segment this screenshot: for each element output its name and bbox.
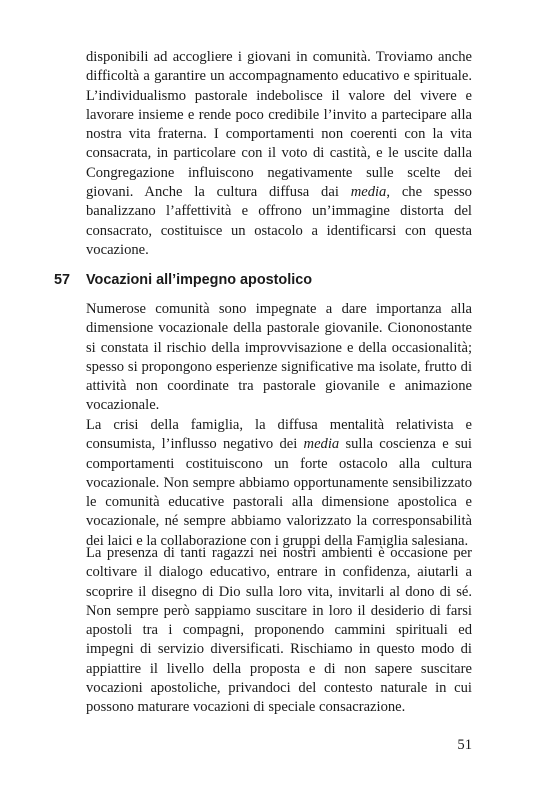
- paragraph-2: [86, 300, 472, 416]
- paragraph-3-text-b: sulla coscienza e sui comportamenti costituiscono un forte ostacolo alla cultura vocazionale. Non sempre abbiamo opportunamente sensibilizzato le comunità educative pastorali alla dimensione apostolica e vocazionale, né sempre abbiamo valorizzato la corresponsabilità dei laici e la collaborazione con i gruppi della Famiglia salesiana.: [86, 436, 472, 549]
- paragraph-3: [86, 416, 472, 551]
- section-heading: [54, 270, 484, 290]
- paragraph-1: [86, 48, 472, 260]
- paragraph-4: [86, 544, 472, 718]
- paragraph-3-emphasis: media: [303, 436, 340, 453]
- page-number: 51: [457, 737, 472, 753]
- section-title: Vocazioni all’impegno apostolico: [86, 272, 313, 288]
- paragraph-1-text-a: disponibili ad accogliere i giovani in comunità. Troviamo anche difficoltà a garantire un accompagnamento educativo e spirituale. L’individualismo pastorale indebolisce il valore del vivere e lavorare insieme e rende poco credibile l’invito a partecipare alla nostra vita fraterna. I comportamenti non coerenti con la vita consacrata, in particolare con il voto di castità, e le uscite dalla Congregazione influiscono negativamente sulle scelte dei giovani. Anche la cultura diffusa dai: [86, 49, 472, 201]
- paragraph-2-text: Numerose comunità sono impegnate a dare importanza alla dimensione vocazionale della pastorale giovanile. Ciononostante si constata il rischio della improvvisazione e della occasionalità; spesso si propongono esperienze significative ma isolate, frutto di attività non coordinate tra pastorale giovanile e animazione vocazionale.: [86, 301, 472, 414]
- paragraph-4-text: La presenza di tanti ragazzi nei nostri ambienti è occasione per coltivare il dialogo educativo, entrare in confidenza, aiutarli a scoprire il disegno di Dio sulla loro vita, invitarli al dono di sé. Non sempre però sappiamo suscitare in loro il desiderio di farsi apostoli tra i compagni, proponendo cammini spirituali ed impegni di servizio diversificati. Rischiamo in questo modo di appiattire il livello della proposta e di non sapere suscitare vocazioni apostoliche, privandoci del contesto naturale in cui possono maturare vocazioni di speciale consacrazione.: [86, 545, 472, 716]
- paragraph-1-text-b: , che spesso banalizzano l’affettività e offrono un’immagine distorta del consacrato, costituisce un ostacolo a identificarsi con questa vocazione.: [86, 184, 472, 258]
- paragraph-1-emphasis: media: [350, 184, 387, 201]
- section-number: 57: [54, 272, 71, 288]
- paragraph-3-text-a: La crisi della famiglia, la diffusa mentalità relativista e consumista, l’influsso negativo dei: [86, 417, 472, 453]
